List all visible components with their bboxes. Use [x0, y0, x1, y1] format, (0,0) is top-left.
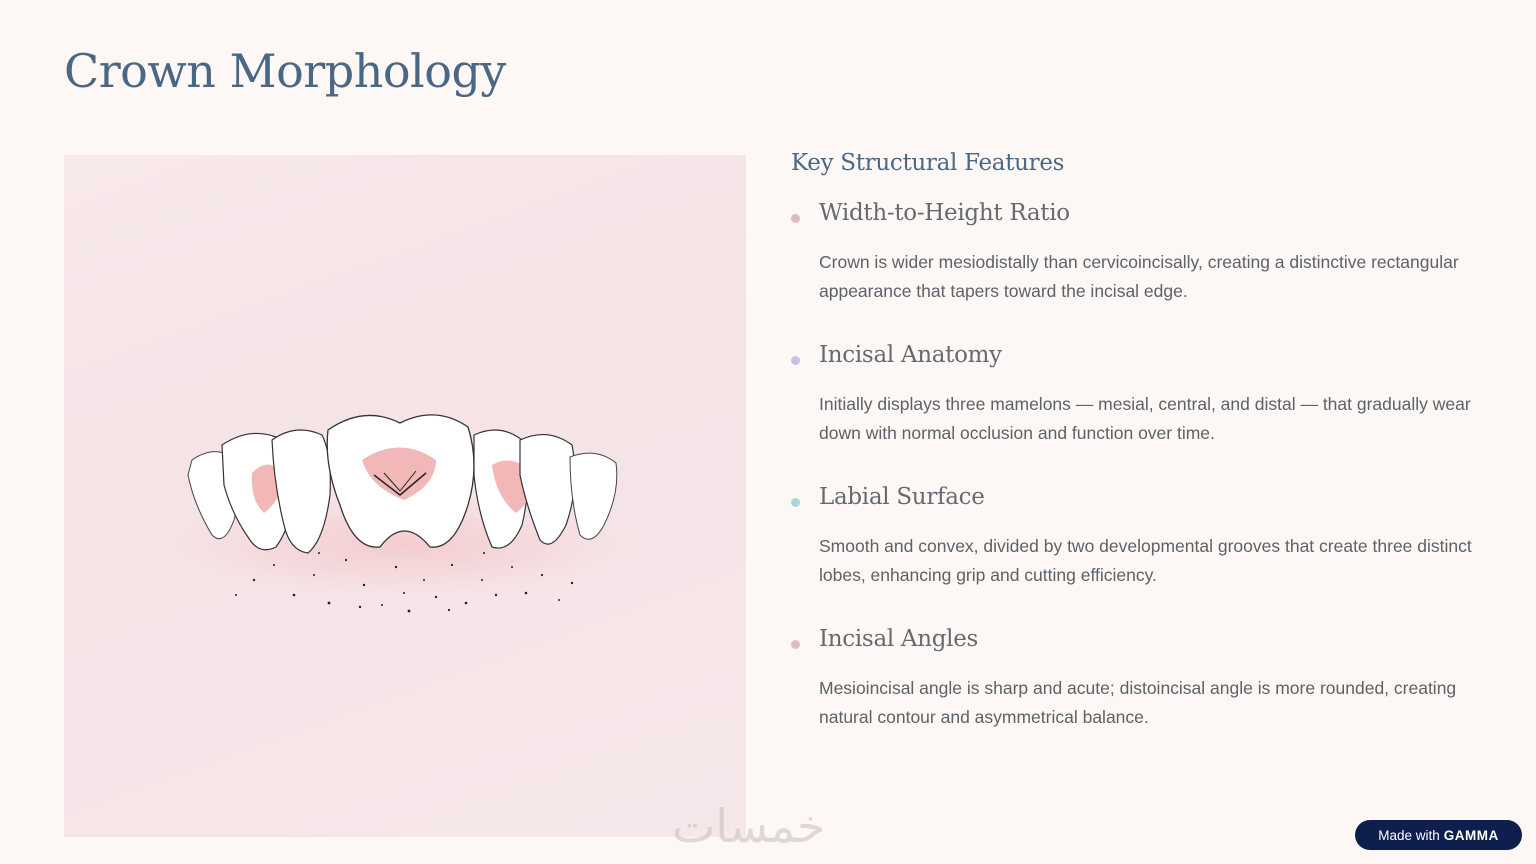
page-title: Crown Morphology — [64, 44, 506, 98]
badge-prefix: Made with — [1378, 827, 1440, 843]
made-with-gamma-button[interactable] — [1355, 820, 1522, 850]
bullet-icon — [791, 640, 800, 649]
feature-description: Crown is wider mesiodistally than cervicoincisally, creating a distinctive rectangular appearance that tapers toward the incisal edge. — [819, 252, 1459, 301]
feature-description: Mesioincisal angle is sharp and acute; distoincisal angle is more rounded, creating natural contour and asymmetrical balance. — [819, 678, 1457, 727]
feature-title: Width-to-Height Ratio — [819, 200, 1070, 226]
watermark-logo: خمسات — [672, 799, 826, 853]
feature-title: Labial Surface — [819, 484, 985, 510]
bullet-icon — [791, 356, 800, 365]
section-heading: Key Structural Features — [791, 150, 1065, 176]
features-panel — [791, 150, 1481, 727]
feature-title: Incisal Anatomy — [819, 342, 1002, 368]
feature-description: Smooth and convex, divided by two developmental grooves that create three distinct lobes, enhancing grip and cutting efficiency. — [819, 536, 1472, 585]
gamma-logo: GAMMA — [1443, 827, 1499, 843]
bullet-icon — [791, 498, 800, 507]
feature-title: Incisal Angles — [819, 626, 979, 652]
bullet-icon — [791, 214, 800, 223]
teeth-illustration — [64, 155, 746, 837]
feature-description: Initially displays three mamelons — mesial, central, and distal — that gradually wear down with normal occlusion and function over time. — [819, 394, 1471, 443]
teeth-drawing — [64, 155, 746, 837]
